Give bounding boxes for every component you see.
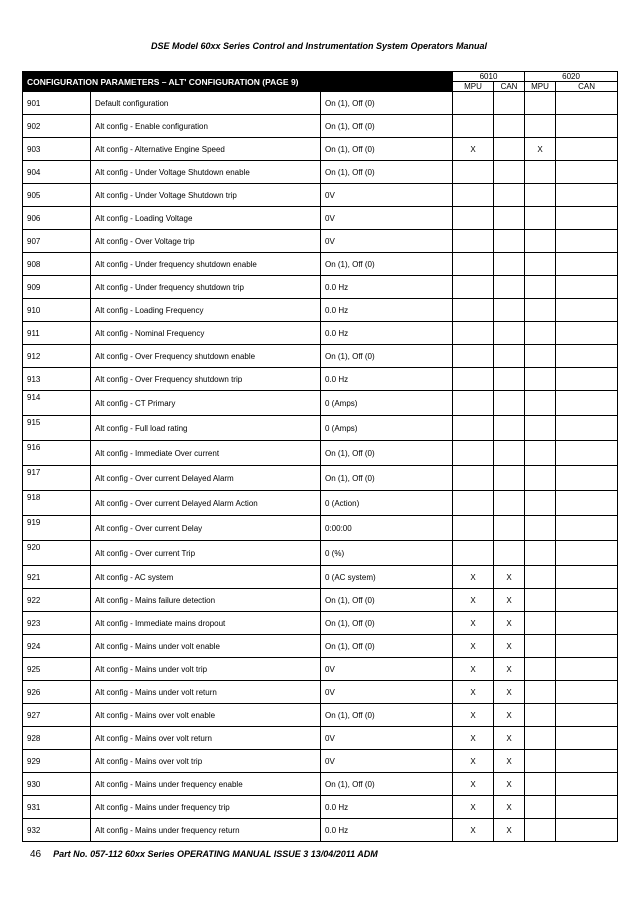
mark-6020-mpu — [525, 184, 556, 207]
table-row — [23, 115, 618, 138]
table-row — [23, 491, 618, 516]
mark-6020-can — [556, 658, 618, 681]
mark-6020-mpu — [525, 541, 556, 566]
mark-6010-mpu — [453, 368, 494, 391]
param-number: 904 — [23, 161, 91, 184]
mark-6020-can — [556, 368, 618, 391]
param-description: Alt config - Under Voltage Shutdown trip — [91, 184, 321, 207]
mark-6010-mpu — [453, 184, 494, 207]
param-value: On (1), Off (0) — [321, 466, 453, 491]
param-value: 0.0 Hz — [321, 322, 453, 345]
table-row — [23, 750, 618, 773]
mark-6010-can — [494, 441, 525, 466]
table-row — [23, 391, 618, 416]
mark-6020-can — [556, 161, 618, 184]
param-description: Alt config - CT Primary — [91, 391, 321, 416]
mark-6020-mpu — [525, 658, 556, 681]
mark-6020-mpu — [525, 750, 556, 773]
table-row — [23, 819, 618, 842]
mark-6020-can — [556, 276, 618, 299]
mark-6010-can: X — [494, 819, 525, 842]
footer-text: Part No. 057-112 60xx Series OPERATING MANUAL ISSUE 3 13/04/2011 ADM — [53, 849, 378, 859]
mark-6020-can — [556, 138, 618, 161]
table-row — [23, 276, 618, 299]
param-value: 0 (%) — [321, 541, 453, 566]
param-number: 915 — [23, 416, 91, 441]
param-description: Alt config - Enable configuration — [91, 115, 321, 138]
table-row — [23, 466, 618, 491]
param-value: 0V — [321, 681, 453, 704]
mark-6010-mpu: X — [453, 612, 494, 635]
mark-6010-can — [494, 230, 525, 253]
param-number: 907 — [23, 230, 91, 253]
param-description: Alt config - Mains under frequency return — [91, 819, 321, 842]
mark-6020-can — [556, 541, 618, 566]
table-row — [23, 566, 618, 589]
param-value: 0V — [321, 230, 453, 253]
mark-6020-mpu — [525, 516, 556, 541]
mark-6020-can — [556, 681, 618, 704]
mark-6010-can: X — [494, 612, 525, 635]
mark-6010-can — [494, 345, 525, 368]
mark-6010-can: X — [494, 566, 525, 589]
mark-6010-can: X — [494, 704, 525, 727]
param-description: Alt config - Mains failure detection — [91, 589, 321, 612]
mark-6010-mpu: X — [453, 138, 494, 161]
mark-6020-can — [556, 466, 618, 491]
mark-6010-mpu — [453, 541, 494, 566]
param-description: Alt config - Mains under volt trip — [91, 658, 321, 681]
subheader-can: CAN — [556, 82, 618, 92]
mark-6020-can — [556, 491, 618, 516]
table-row — [23, 612, 618, 635]
table-row — [23, 681, 618, 704]
mark-6010-mpu: X — [453, 589, 494, 612]
param-number: 909 — [23, 276, 91, 299]
subheader-can: CAN — [494, 82, 525, 92]
param-value: 0V — [321, 658, 453, 681]
group-header-6010: 6010 — [453, 72, 525, 82]
param-value: 0 (Amps) — [321, 391, 453, 416]
mark-6020-can — [556, 589, 618, 612]
mark-6010-mpu: X — [453, 658, 494, 681]
subheader-mpu: MPU — [525, 82, 556, 92]
mark-6020-can — [556, 441, 618, 466]
param-number: 932 — [23, 819, 91, 842]
table-row — [23, 322, 618, 345]
param-description: Alt config - Over current Delay — [91, 516, 321, 541]
mark-6020-can — [556, 322, 618, 345]
mark-6010-mpu: X — [453, 819, 494, 842]
mark-6020-mpu — [525, 612, 556, 635]
param-number: 910 — [23, 299, 91, 322]
param-number: 911 — [23, 322, 91, 345]
param-description: Alt config - Nominal Frequency — [91, 322, 321, 345]
mark-6020-mpu — [525, 322, 556, 345]
table-row — [23, 230, 618, 253]
mark-6020-can — [556, 750, 618, 773]
mark-6010-mpu — [453, 230, 494, 253]
param-value: On (1), Off (0) — [321, 161, 453, 184]
mark-6010-mpu — [453, 516, 494, 541]
param-number: 919 — [23, 516, 91, 541]
param-number: 913 — [23, 368, 91, 391]
param-value: On (1), Off (0) — [321, 441, 453, 466]
param-value: 0 (AC system) — [321, 566, 453, 589]
mark-6010-mpu — [453, 207, 494, 230]
param-description: Alt config - Immediate Over current — [91, 441, 321, 466]
mark-6010-can — [494, 299, 525, 322]
mark-6020-mpu — [525, 704, 556, 727]
mark-6010-can — [494, 322, 525, 345]
mark-6010-can — [494, 184, 525, 207]
param-description: Alt config - Mains under frequency enable — [91, 773, 321, 796]
mark-6010-can — [494, 92, 525, 115]
param-value: 0.0 Hz — [321, 276, 453, 299]
mark-6020-mpu — [525, 230, 556, 253]
param-description: Default configuration — [91, 92, 321, 115]
page-number: 46 — [30, 849, 42, 860]
param-description: Alt config - Loading Voltage — [91, 207, 321, 230]
param-number: 927 — [23, 704, 91, 727]
mark-6020-can — [556, 566, 618, 589]
param-value: On (1), Off (0) — [321, 345, 453, 368]
param-description: Alt config - Over current Trip — [91, 541, 321, 566]
param-number: 931 — [23, 796, 91, 819]
mark-6010-can: X — [494, 635, 525, 658]
param-value: 0.0 Hz — [321, 819, 453, 842]
param-value: On (1), Off (0) — [321, 704, 453, 727]
mark-6010-mpu: X — [453, 773, 494, 796]
mark-6020-mpu — [525, 681, 556, 704]
table-row — [23, 299, 618, 322]
mark-6010-can: X — [494, 589, 525, 612]
param-value: On (1), Off (0) — [321, 612, 453, 635]
param-number: 924 — [23, 635, 91, 658]
param-value: 0.0 Hz — [321, 368, 453, 391]
mark-6010-can — [494, 391, 525, 416]
param-description: Alt config - Mains under frequency trip — [91, 796, 321, 819]
mark-6010-can — [494, 276, 525, 299]
mark-6020-mpu — [525, 727, 556, 750]
table-row — [23, 727, 618, 750]
param-description: Alt config - Over current Delayed Alarm Action — [91, 491, 321, 516]
param-value: 0 (Amps) — [321, 416, 453, 441]
subheader-mpu: MPU — [453, 82, 494, 92]
mark-6020-mpu — [525, 589, 556, 612]
table-row — [23, 138, 618, 161]
param-value: 0V — [321, 727, 453, 750]
mark-6010-mpu — [453, 299, 494, 322]
param-number: 930 — [23, 773, 91, 796]
mark-6020-mpu — [525, 345, 556, 368]
mark-6010-mpu — [453, 322, 494, 345]
param-description: Alt config - Over Voltage trip — [91, 230, 321, 253]
param-number: 908 — [23, 253, 91, 276]
param-number: 920 — [23, 541, 91, 566]
mark-6020-can — [556, 704, 618, 727]
mark-6020-can — [556, 299, 618, 322]
mark-6020-can — [556, 796, 618, 819]
mark-6010-mpu: X — [453, 727, 494, 750]
mark-6020-mpu — [525, 92, 556, 115]
table-body — [23, 92, 618, 842]
mark-6020-can — [556, 416, 618, 441]
mark-6020-mpu — [525, 253, 556, 276]
mark-6010-mpu: X — [453, 681, 494, 704]
table-row — [23, 416, 618, 441]
mark-6010-can — [494, 161, 525, 184]
mark-6010-can — [494, 541, 525, 566]
mark-6010-mpu: X — [453, 796, 494, 819]
mark-6020-mpu: X — [525, 138, 556, 161]
param-value: On (1), Off (0) — [321, 773, 453, 796]
mark-6010-can: X — [494, 658, 525, 681]
param-value: On (1), Off (0) — [321, 635, 453, 658]
mark-6010-can — [494, 138, 525, 161]
mark-6020-mpu — [525, 391, 556, 416]
param-description: Alt config - Mains over volt enable — [91, 704, 321, 727]
table-row — [23, 207, 618, 230]
mark-6020-can — [556, 819, 618, 842]
mark-6020-can — [556, 92, 618, 115]
mark-6010-can: X — [494, 750, 525, 773]
param-description: Alt config - Alternative Engine Speed — [91, 138, 321, 161]
document-title: DSE Model 60xx Series Control and Instrumentation System Operators Manual — [150, 41, 488, 51]
table-row — [23, 253, 618, 276]
param-value: 0V — [321, 207, 453, 230]
group-header-6020: 6020 — [525, 72, 618, 82]
param-number: 906 — [23, 207, 91, 230]
table-row — [23, 773, 618, 796]
mark-6010-mpu — [453, 466, 494, 491]
param-value: 0V — [321, 750, 453, 773]
mark-6010-mpu — [453, 253, 494, 276]
mark-6010-mpu: X — [453, 704, 494, 727]
mark-6020-mpu — [525, 819, 556, 842]
param-value: On (1), Off (0) — [321, 589, 453, 612]
param-number: 902 — [23, 115, 91, 138]
mark-6010-can — [494, 416, 525, 441]
mark-6010-mpu: X — [453, 635, 494, 658]
mark-6020-mpu — [525, 207, 556, 230]
mark-6010-mpu — [453, 115, 494, 138]
param-number: 918 — [23, 491, 91, 516]
mark-6020-can — [556, 612, 618, 635]
param-number: 903 — [23, 138, 91, 161]
param-number: 926 — [23, 681, 91, 704]
param-description: Alt config - Under Voltage Shutdown enable — [91, 161, 321, 184]
table-row — [23, 541, 618, 566]
mark-6020-mpu — [525, 441, 556, 466]
mark-6020-mpu — [525, 796, 556, 819]
mark-6010-mpu: X — [453, 750, 494, 773]
mark-6010-mpu — [453, 92, 494, 115]
page-footer — [30, 849, 378, 860]
mark-6020-can — [556, 253, 618, 276]
parameters-table — [22, 71, 618, 842]
param-value: 0 (Action) — [321, 491, 453, 516]
mark-6020-mpu — [525, 276, 556, 299]
table-row — [23, 345, 618, 368]
param-number: 923 — [23, 612, 91, 635]
param-number: 905 — [23, 184, 91, 207]
mark-6010-mpu — [453, 491, 494, 516]
table-title: CONFIGURATION PARAMETERS – ALT' CONFIGURATION (PAGE 9) — [23, 72, 453, 92]
mark-6020-mpu — [525, 368, 556, 391]
mark-6010-can: X — [494, 773, 525, 796]
param-description: Alt config - Mains under volt enable — [91, 635, 321, 658]
param-number: 917 — [23, 466, 91, 491]
mark-6020-can — [556, 207, 618, 230]
param-value: 0.0 Hz — [321, 299, 453, 322]
param-description: Alt config - Over Frequency shutdown trip — [91, 368, 321, 391]
param-description: Alt config - Over Frequency shutdown enable — [91, 345, 321, 368]
mark-6020-can — [556, 115, 618, 138]
table-row — [23, 516, 618, 541]
param-value: 0:00:00 — [321, 516, 453, 541]
table-row — [23, 635, 618, 658]
mark-6010-can — [494, 516, 525, 541]
table-row — [23, 368, 618, 391]
mark-6010-can — [494, 253, 525, 276]
mark-6020-can — [556, 230, 618, 253]
param-number: 912 — [23, 345, 91, 368]
table-row — [23, 161, 618, 184]
table-row — [23, 589, 618, 612]
mark-6020-can — [556, 184, 618, 207]
param-value: On (1), Off (0) — [321, 253, 453, 276]
param-value: On (1), Off (0) — [321, 92, 453, 115]
param-number: 921 — [23, 566, 91, 589]
mark-6010-mpu — [453, 391, 494, 416]
param-description: Alt config - Full load rating — [91, 416, 321, 441]
mark-6010-can — [494, 368, 525, 391]
mark-6010-can — [494, 491, 525, 516]
mark-6020-mpu — [525, 491, 556, 516]
table-row — [23, 92, 618, 115]
param-value: 0.0 Hz — [321, 796, 453, 819]
mark-6020-mpu — [525, 466, 556, 491]
mark-6010-mpu: X — [453, 566, 494, 589]
mark-6010-mpu — [453, 345, 494, 368]
param-description: Alt config - Mains under volt return — [91, 681, 321, 704]
table-row — [23, 441, 618, 466]
mark-6010-mpu — [453, 416, 494, 441]
param-value: On (1), Off (0) — [321, 115, 453, 138]
mark-6010-mpu — [453, 276, 494, 299]
mark-6010-can: X — [494, 727, 525, 750]
param-description: Alt config - Under frequency shutdown enable — [91, 253, 321, 276]
mark-6020-mpu — [525, 566, 556, 589]
mark-6020-mpu — [525, 115, 556, 138]
mark-6020-mpu — [525, 635, 556, 658]
param-description: Alt config - AC system — [91, 566, 321, 589]
mark-6020-mpu — [525, 299, 556, 322]
param-value: On (1), Off (0) — [321, 138, 453, 161]
mark-6020-can — [556, 773, 618, 796]
mark-6020-mpu — [525, 416, 556, 441]
table-row — [23, 658, 618, 681]
param-description: Alt config - Loading Frequency — [91, 299, 321, 322]
param-number: 925 — [23, 658, 91, 681]
table-row — [23, 796, 618, 819]
param-number: 929 — [23, 750, 91, 773]
mark-6020-can — [556, 345, 618, 368]
mark-6010-can — [494, 466, 525, 491]
param-number: 901 — [23, 92, 91, 115]
mark-6020-mpu — [525, 773, 556, 796]
param-description: Alt config - Under frequency shutdown trip — [91, 276, 321, 299]
param-value: 0V — [321, 184, 453, 207]
mark-6020-can — [556, 635, 618, 658]
param-description: Alt config - Mains over volt return — [91, 727, 321, 750]
mark-6010-mpu — [453, 441, 494, 466]
mark-6020-can — [556, 516, 618, 541]
table-row — [23, 704, 618, 727]
mark-6010-can: X — [494, 681, 525, 704]
mark-6020-can — [556, 391, 618, 416]
mark-6010-mpu — [453, 161, 494, 184]
mark-6010-can — [494, 207, 525, 230]
mark-6020-can — [556, 727, 618, 750]
param-description: Alt config - Over current Delayed Alarm — [91, 466, 321, 491]
param-number: 928 — [23, 727, 91, 750]
param-number: 916 — [23, 441, 91, 466]
mark-6020-mpu — [525, 161, 556, 184]
mark-6010-can: X — [494, 796, 525, 819]
table-row — [23, 184, 618, 207]
param-number: 914 — [23, 391, 91, 416]
param-description: Alt config - Mains over volt trip — [91, 750, 321, 773]
param-number: 922 — [23, 589, 91, 612]
param-description: Alt config - Immediate mains dropout — [91, 612, 321, 635]
mark-6010-can — [494, 115, 525, 138]
